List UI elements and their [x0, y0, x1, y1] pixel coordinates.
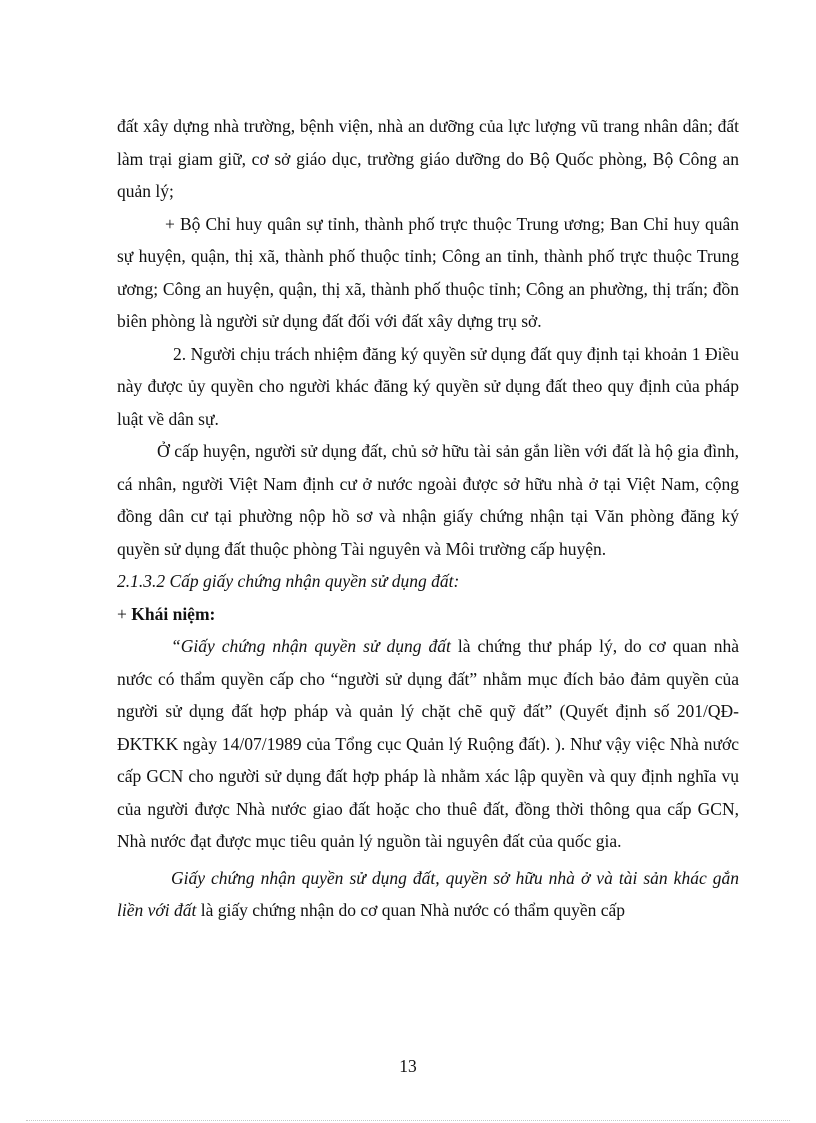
page-body [117, 110, 739, 927]
concept-prefix: + [117, 603, 132, 624]
gcn-text: là giấy chứng nhận do cơ quan Nhà nước có thẩm quyền cấp [196, 900, 625, 920]
definition-term: “Giấy chứng nhận quyền sử dụng đất [171, 636, 451, 656]
section-heading: 2.1.3.2 Cấp giấy chứng nhận quyền sử dụng đất: [117, 571, 460, 591]
paragraph-command-units: + Bộ Chỉ huy quân sự tỉnh, thành phố trực thuộc Trung ương; Ban Chỉ huy quân sự huyện, quận, thị xã, thành phố thuộc tỉnh; Công an tỉnh, thành phố trực thuộc Trung ương; Công an huyện, quận, thị xã, thành phố thuộc tỉnh; Công an phường, thị trấn; đồn biên phòng là người sử dụng đất đối với đất xây dựng trụ sở. [117, 213, 739, 331]
paragraph-item-2: 2. Người chịu trách nhiệm đăng ký quyền sử dụng đất quy định tại khoản 1 Điều này được ủy quyền cho người khác đăng ký quyền sử dụng đất theo quy định của pháp luật về dân sự. [117, 343, 739, 429]
gcn-term: Giấy chứng nhận quyền sử dụng đất, quyền sở hữu nhà ở và tài sản khác gắn liền với đất [117, 867, 739, 920]
paragraph-definition [117, 630, 739, 858]
definition-text: là chứng thư pháp lý, do cơ quan nhà nước có thẩm quyền cấp cho “người sử dụng đất” nhằm mục đích bảo đảm quyền của người sử dụng đất hợp pháp và quản lý chặt chẽ quỹ đất” (Quyết định số 201/QĐ- ĐKTKK ngày 14/07/1989 của Tổng cục Quản lý Ruộng đất). ). Như vậy việc Nhà nước cấp GCN cho người sử dụng đất hợp pháp là nhằm xác lập quyền và quy định nghĩa vụ của người được Nhà nước giao đất hoặc cho thuê đất, đồng thời thông qua cấp GCN, Nhà nước đạt được mục tiêu quản lý nguồn tài nguyên đất của quốc gia. [117, 636, 739, 851]
paragraph-district-level: Ở cấp huyện, người sử dụng đất, chủ sở hữu tài sản gắn liền với đất là hộ gia đình, cá nhân, người Việt Nam định cư ở nước ngoài được sở hữu nhà ở tại Việt Nam, cộng đồng dân cư tại phường nộp hồ sơ và nhận giấy chứng nhận tại Văn phòng đăng ký quyền sử dụng đất thuộc phòng Tài nguyên và Môi trường cấp huyện. [117, 441, 739, 559]
concept-line [117, 598, 739, 631]
paragraph-land-use-military: đất xây dựng nhà trường, bệnh viện, nhà an dưỡng của lực lượng vũ trang nhân dân; đất làm trại giam giữ, cơ sở giáo dục, trường giáo dưỡng do Bộ Quốc phòng, Bộ Công an quản lý; [117, 116, 739, 201]
paragraph-gcn [117, 862, 739, 927]
footer-divider [26, 1120, 790, 1121]
concept-label: Khái niệm: [131, 603, 216, 624]
page-number: 13 [399, 1056, 417, 1076]
